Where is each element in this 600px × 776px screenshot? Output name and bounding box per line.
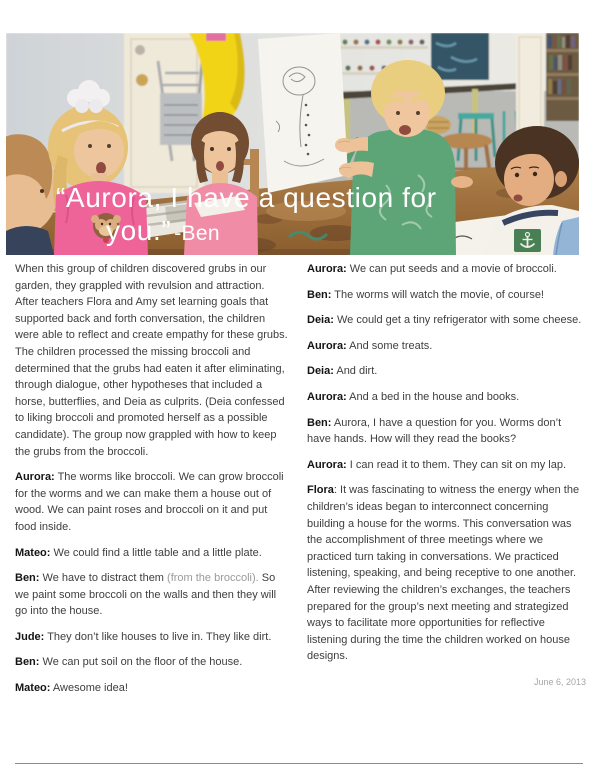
speaker-name: Aurora:: [307, 339, 347, 352]
speaker-name: Ben:: [307, 288, 332, 301]
parenthetical-note: (from the broccoli).: [167, 572, 259, 585]
date-stamp: June 6, 2013: [533, 676, 586, 687]
dialogue-left-mateo-2: Mateo: Awesome idea!: [15, 682, 128, 695]
footer-divider: [15, 763, 583, 764]
speaker-name: Deia:: [307, 314, 334, 327]
dialogue-left-aurora: Aurora: The worms like broccoli. We can grow broccoli for the worms and we can make them a house out of wood. We can paint roses and broccoli on it and put food inside.: [15, 471, 284, 533]
dialogue-right-aurora-1: Aurora: We can put seeds and a movie of broccoli.: [307, 263, 557, 275]
dialogue-right-ben-2: Ben: Aurora, I have a question for you. Worms don’t have hands. How will they read the books?: [307, 416, 562, 446]
dialogue-right-deia-2: Deia: And dirt.: [307, 365, 378, 378]
dialogue-left-mateo-1: Mateo: We could find a little table and a little plate.: [15, 546, 262, 559]
left-column: [15, 261, 289, 706]
hero-photo: [6, 33, 579, 255]
teacher-reflection-flora: Flora: It was fascinating to witness the energy when the children’s ideas began to interconnect concerning building a house for the worms. This conversation was the accomplishment of three meetings where we practiced turn taking in conversations. We practiced listening, speaking, and being receptive to one another. After reviewing the children’s exchanges, the teachers prepared for the group’s next meeting and strategized ways to facilitate more opportunities for reflective listening during the time the children worked on house designs.: [307, 484, 580, 663]
quote-line-2-text: you.”: [106, 215, 172, 246]
speaker-name: Aurora:: [307, 263, 347, 275]
dialogue-left-ben-1: Ben: We have to distract them (from the broccoli). So we paint some broccoli on the walls and then they will go into the house.: [15, 572, 277, 618]
dialogue-right-ben-1: Ben: The worms will watch the movie, of course!: [307, 288, 544, 301]
intro-paragraph: When this group of children discovered grubs in our garden, they grappled with revulsion and attraction. After teachers Flora and Amy set learning goals that supported back and forth conversation, the children were able to reflect and create empathy for these grubs. The children processed the missing broccoli and determined that the grubs had eaten it after eliminating, through dialogue, other hypotheses that included a horse, butterflies, and Deia as culprits. (Deia confessed to liking broccoli and promoted herself as a possible candidate). The group now grappled with how to keep the grubs from the broccoli.: [15, 263, 288, 458]
dialogue-right-aurora-3: Aurora: And a bed in the house and books.: [307, 390, 520, 403]
speaker-name: Aurora:: [15, 471, 55, 484]
speaker-name: Ben:: [307, 416, 332, 429]
dialogue-left-jude: Jude: They don’t like houses to live in. They like dirt.: [15, 630, 272, 643]
dialogue-right-deia-1: Deia: We could get a tiny refrigerator with some cheese.: [307, 314, 582, 327]
quote-line-1: “Aurora, I have a question for: [56, 182, 437, 213]
speaker-name: Flora: [307, 484, 334, 497]
dialogue-right-aurora-2: Aurora: And some treats.: [307, 339, 433, 352]
speaker-name: Ben:: [15, 656, 40, 669]
speaker-name: Aurora:: [307, 390, 347, 403]
speaker-name: Deia:: [307, 365, 334, 378]
quote-attribution: -Ben: [174, 222, 220, 245]
dialogue-right-aurora-4: Aurora: I can read it to them. They can sit on my lap.: [307, 458, 567, 471]
speaker-name: Mateo:: [15, 682, 51, 695]
hero-quote: [56, 181, 437, 250]
speaker-name: Mateo:: [15, 546, 51, 559]
speaker-name: Jude:: [15, 630, 45, 643]
speaker-name: Ben:: [15, 572, 40, 585]
right-column: [307, 261, 586, 690]
dialogue-left-ben-2: Ben: We can put soil on the floor of the house.: [15, 656, 243, 669]
quote-line-2: [106, 214, 437, 250]
speaker-name: Aurora:: [307, 458, 347, 471]
